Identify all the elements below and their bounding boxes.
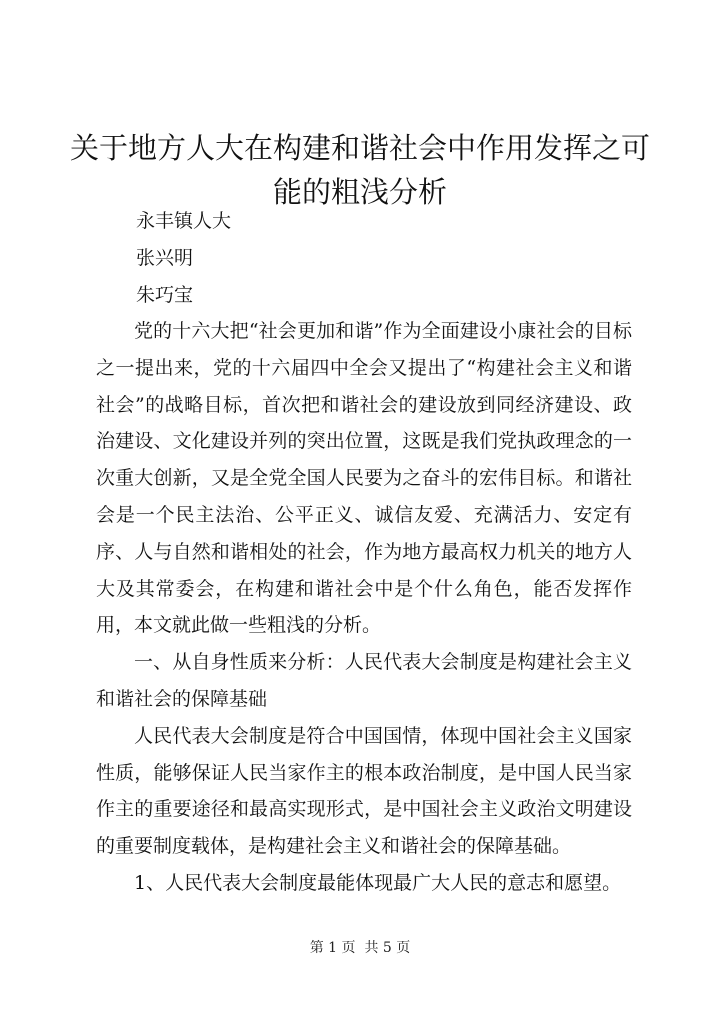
page-footer xyxy=(0,938,720,958)
page-number-label: 第 1 页 共 5 页 xyxy=(309,940,411,956)
document-title: 关于地方人大在构建和谐社会中作用发挥之可能的粗浅分析 xyxy=(69,131,650,209)
numbered-point: 1、人民代表大会制度最能体现最广大人民的意志和愿望。 xyxy=(134,871,622,894)
section-heading: 一、从自身性质来分析：人民代表大会制度是构建社会主义和谐社会的保障基础 xyxy=(96,651,632,710)
document-body xyxy=(96,313,632,902)
body-paragraph: 党的十六大把“社会更加和谐”作为全面建设小康社会的目标之一提出来，党的十六届四中全会又提出了“构建社会主义和谐社会”的战略目标，首次把和谐社会的建设放到同经济建设、政治建设、文化建设并列的突出位置，这既是我们党执政理念的一次重大创新，又是全党全国人民要为之奋斗的宏伟目标。和谐社会是一个民主法治、公平正义、诚信友爱、充满活力、安定有序、人与自然和谐相处的社会，作为地方最高权力机关的地方人大及其常委会，在构建和谐社会中是个什么角色，能否发挥作用，本文就此做一些粗浅的分析。 xyxy=(96,320,632,637)
author-line: 永丰镇人大 xyxy=(136,210,232,232)
body-paragraph: 人民代表大会制度是符合中国国情，体现中国社会主义国家性质，能够保证人民当家作主的根本政治制度，是中国人民当家作主的重要途径和最高实现形式，是中国社会主义政治文明建设的重要制度载体，是构建社会主义和谐社会的保障基础。 xyxy=(96,724,632,858)
author-line: 张兴明 xyxy=(136,247,194,269)
author-line: 朱巧宝 xyxy=(136,284,194,306)
